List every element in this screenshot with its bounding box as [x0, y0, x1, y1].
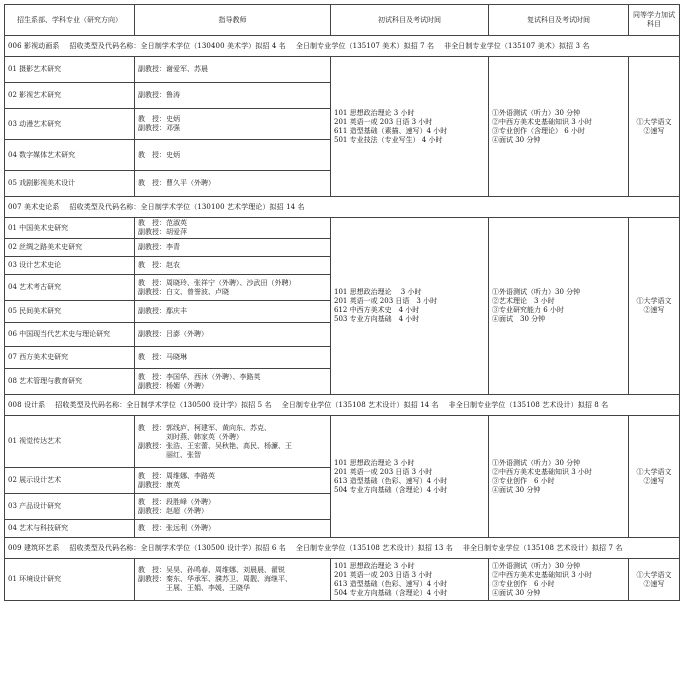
advisor-list [135, 468, 331, 494]
research-direction: 08 艺术管理与教育研究 [5, 369, 135, 395]
section-title: 006 影视动画系 [8, 41, 60, 50]
retest-item: ③专业研究能力 6 小时 [492, 306, 564, 314]
advisor-line: 副教授：秦东、华承军、濮苏卫、周靓、海继平、 [138, 575, 292, 583]
extra-item: ①大学语文 [636, 297, 672, 305]
retest-item: ②中西方美术史基础知识 3 小时 [492, 467, 592, 476]
advisor-list [135, 494, 331, 520]
section-header [5, 36, 680, 57]
research-direction: 07 西方美术史研究 [5, 347, 135, 369]
research-direction: 02 展示设计艺术 [5, 468, 135, 494]
exam-item: 612 中西方美术史 4 小时 [334, 306, 420, 314]
table-row [5, 218, 680, 239]
advisor-line: 教 授：史炳 [138, 115, 180, 123]
exam-item: 201 英语一或 203 日语 3 小时 [334, 467, 433, 476]
research-direction: 03 产品设计研究 [5, 494, 135, 520]
research-direction: 03 设计艺术史论 [5, 257, 135, 275]
section-program: 招收类型及代码名称：全日制学术学位（130500 设计学）拟招 5 名 [55, 400, 272, 409]
section-program: 非全日制专业学位（135108 艺术设计）拟招 8 名 [448, 400, 609, 409]
advisor-line: 教 授：马晓琳 [138, 353, 187, 361]
exam-item: 101 思想政治理论 3 小时 [334, 288, 422, 296]
extra-subjects [629, 218, 680, 395]
retest-item: ③专业创作 6 小时 [492, 579, 555, 588]
advisor-list [135, 257, 331, 275]
advisor-line: 教 授：段胜峰（外聘） [138, 497, 215, 506]
research-direction: 01 环境设计研究 [5, 559, 135, 601]
section-header-row [5, 395, 680, 416]
exam-item: 613 造型基础（色彩、速写）4 小时 [334, 579, 448, 588]
section-title: 008 设计系 [8, 400, 46, 409]
retest-item: ①外语测试（听力）30 分钟 [492, 561, 581, 570]
table-body [5, 5, 680, 601]
exam-item: 101 思想政治理论 3 小时 [334, 561, 415, 570]
advisor-list [135, 171, 331, 197]
advisor-line: 教 授：郭线庐、柯建军、黄向东、苏克、 [138, 423, 271, 432]
retest-item: ③专业创作（含理论） 6 小时 [492, 126, 585, 135]
retest-item: ④面试 30 分钟 [492, 485, 541, 494]
retest-subjects [489, 559, 629, 601]
retest-item: ②艺术理论 3 小时 [492, 297, 555, 305]
advisor-line: 教 授：李国华、西沐（外聘）、李路英 [138, 372, 261, 381]
advisor-line: 丽红、张智 [138, 450, 201, 459]
exam-item: 611 造型基础（素描、速写）4 小时 [334, 126, 448, 135]
header-col-advisors: 指导教师 [135, 5, 331, 36]
advisor-line: 教 授：范淑英 [138, 219, 187, 227]
extra-item: ①大学语文 [636, 467, 672, 476]
advisor-line: 副教授：张浩、王宏蕾、吴秋艳、高民、杨濂、王 [138, 441, 292, 450]
extra-item: ②速写 [643, 579, 665, 588]
section-program: 全日制专业学位（135107 美术）拟招 7 名 [295, 41, 435, 50]
advisor-line: 副教授：谢爱军、苏晨 [138, 65, 208, 73]
retest-subjects [489, 416, 629, 538]
exam-item: 101 思想政治理论 3 小时 [334, 458, 415, 467]
extra-item: ②速写 [643, 306, 665, 314]
advisor-list [135, 323, 331, 347]
section-header [5, 538, 680, 559]
advisor-list [135, 218, 331, 239]
exam-item: 503 专业方向基础 4 小时 [334, 315, 420, 323]
section-header-row [5, 538, 680, 559]
advisor-line: 刘时燕、韩家英（外聘） [138, 432, 243, 441]
research-direction: 04 艺术与科技研究 [5, 520, 135, 538]
advisor-list [135, 416, 331, 468]
initial-exam-subjects [331, 57, 489, 197]
retest-item: ①外语测试（听力）30 分钟 [492, 288, 581, 296]
section-header [5, 395, 680, 416]
extra-item: ①大学语文 [636, 117, 672, 126]
section-program: 全日制专业学位（135108 艺术设计）拟招 13 名 [295, 543, 453, 552]
admissions-table [4, 4, 680, 601]
header-col-initial-exam: 初试科目及考试时间 [331, 5, 489, 36]
advisor-list [135, 239, 331, 257]
exam-item: 201 英语一或 203 日语 3 小时 [334, 117, 433, 126]
advisor-list [135, 275, 331, 301]
extra-item: ①大学语文 [636, 570, 672, 579]
advisor-line: 副教授：鄢庆丰 [138, 307, 187, 315]
advisor-line: 教 授：周晓玲、张祥宁（外聘）、沙武田（外聘） [138, 278, 296, 287]
research-direction: 06 中国现当代艺术史与理论研究 [5, 323, 135, 347]
section-program: 招收类型及代码名称：全日制学术学位（130100 艺术学理论）拟招 14 名 [69, 202, 305, 211]
retest-item: ②中西方美术史基础知识 3 小时 [492, 117, 592, 126]
retest-item: ①外语测试（听力）30 分钟 [492, 458, 581, 467]
research-direction: 01 中国美术史研究 [5, 218, 135, 239]
advisor-line: 王展、王娟、李媛、王晓华 [138, 584, 250, 592]
retest-item: ④面试 30 分钟 [492, 315, 546, 323]
table-row [5, 57, 680, 83]
advisor-list [135, 347, 331, 369]
retest-subjects [489, 218, 629, 395]
advisor-line: 副教授：胡爱萍 [138, 228, 187, 236]
section-title: 009 建筑环艺系 [8, 543, 60, 552]
extra-item: ②速写 [643, 126, 665, 135]
research-direction: 02 影视艺术研究 [5, 83, 135, 109]
exam-item: 504 专业方向基础（含理论）4 小时 [334, 588, 448, 597]
advisor-line: 教 授：吴昊、孙鸣春、周维娜、刘晨晨、翟锐 [138, 566, 285, 574]
section-header [5, 197, 680, 218]
header-col-retest: 复试科目及考试时间 [489, 5, 629, 36]
retest-item: ④面试 30 分钟 [492, 588, 541, 597]
advisor-line: 副教授：白文、曾誉波、卢晓 [138, 287, 229, 296]
advisor-line: 副教授：赵超（外聘） [138, 506, 208, 515]
initial-exam-subjects [331, 218, 489, 395]
retest-item: ②中西方美术史基础知识 3 小时 [492, 570, 592, 579]
header-col-direction: 招生系部、学科专业（研究方向） [5, 5, 135, 36]
section-program: 非全日制专业学位（135108 艺术设计）拟招 7 名 [462, 543, 623, 552]
table-row [5, 559, 680, 601]
research-direction: 03 动漫艺术研究 [5, 109, 135, 140]
advisor-list [135, 57, 331, 83]
advisor-line: 教 授：曹久平（外聘） [138, 179, 215, 187]
retest-subjects [489, 57, 629, 197]
table-row [5, 416, 680, 468]
advisor-list [135, 559, 331, 601]
section-program: 非全日制专业学位（135107 美术）拟招 3 名 [444, 41, 590, 50]
advisor-list [135, 520, 331, 538]
advisor-line: 副教授：李青 [138, 243, 180, 251]
section-title: 007 美术史论系 [8, 202, 60, 211]
exam-item: 613 造型基础（色彩、速写）4 小时 [334, 476, 448, 485]
advisor-line: 副教授：康英 [138, 480, 180, 489]
research-direction: 04 艺术考古研究 [5, 275, 135, 301]
advisor-line: 副教授：吕澎（外聘） [138, 330, 208, 338]
advisor-line: 教 授：史炳 [138, 150, 180, 159]
exam-item: 201 英语一或 203 日语 3 小时 [334, 570, 433, 579]
initial-exam-subjects [331, 559, 489, 601]
research-direction: 05 民间美术研究 [5, 301, 135, 323]
research-direction: 05 戏剧影视美术设计 [5, 171, 135, 197]
extra-subjects [629, 57, 680, 197]
advisor-line: 副教授：杨媚（外聘） [138, 381, 208, 390]
retest-item: ③专业创作 6 小时 [492, 476, 555, 485]
retest-item: ①外语测试（听力）30 分钟 [492, 108, 581, 117]
research-direction: 04 数字媒体艺术研究 [5, 140, 135, 171]
header-col-extra-subjects: 同等学力加试科目 [629, 5, 680, 36]
exam-item: 101 思想政治理论 3 小时 [334, 108, 415, 117]
advisor-line: 教 授：张远利（外聘） [138, 524, 215, 532]
advisor-line: 副教授：鲁涛 [138, 91, 180, 99]
advisor-line: 教 授：周维娜、李路英 [138, 471, 215, 480]
extra-subjects [629, 559, 680, 601]
extra-item: ②速写 [643, 476, 665, 485]
research-direction: 02 丝绸之路美术史研究 [5, 239, 135, 257]
advisor-list [135, 369, 331, 395]
section-program: 招收类型及代码名称：全日制学术学位（130500 设计学）拟招 6 名 [69, 543, 286, 552]
exam-item: 504 专业方向基础（含理论）4 小时 [334, 485, 448, 494]
header-row [5, 5, 680, 36]
section-header-row [5, 197, 680, 218]
section-program: 全日制专业学位（135108 艺术设计）拟招 14 名 [281, 400, 439, 409]
extra-subjects [629, 416, 680, 538]
advisor-list [135, 301, 331, 323]
section-header-row [5, 36, 680, 57]
research-direction: 01 摄影艺术研究 [5, 57, 135, 83]
exam-item: 201 英语一或 203 日语 3 小时 [334, 297, 438, 305]
advisor-list [135, 109, 331, 140]
advisor-list [135, 83, 331, 109]
retest-item: ④面试 30 分钟 [492, 135, 541, 144]
initial-exam-subjects [331, 416, 489, 538]
advisor-line: 教 授：赵农 [138, 261, 180, 269]
research-direction: 01 视觉传达艺术 [5, 416, 135, 468]
section-program: 招收类型及代码名称：全日制学术学位（130400 美术学）拟招 4 名 [69, 41, 286, 50]
exam-item: 501 专业技法（专业写生） 4 小时 [334, 135, 443, 144]
advisor-list [135, 140, 331, 171]
advisor-line: 副教授：邓强 [138, 124, 180, 132]
